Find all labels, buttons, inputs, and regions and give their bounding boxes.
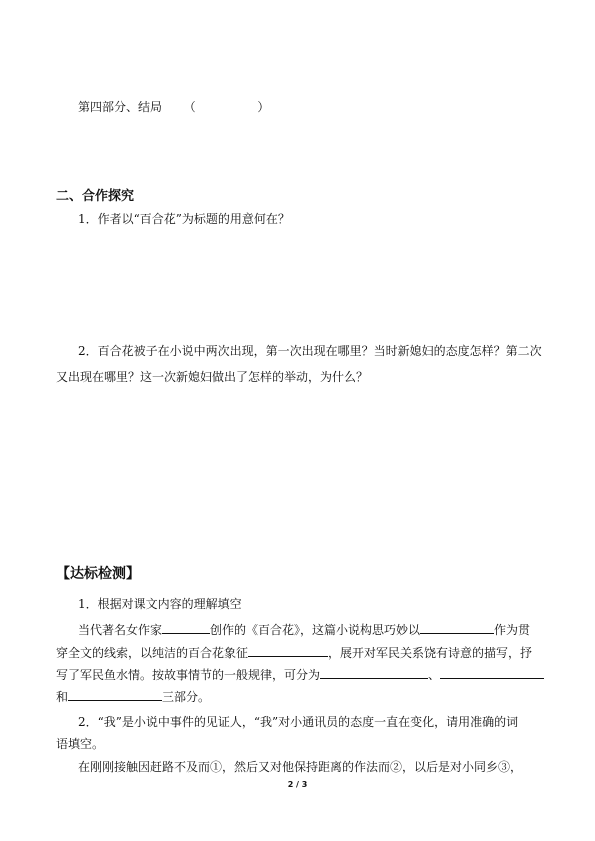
text: 和 [56,690,69,704]
text: 、 [428,668,441,682]
d1-line2 [56,645,595,661]
d2-line2: 语填空。 [56,737,105,751]
part4-label: 第四部分、结局 [78,100,163,114]
paren-close: ） [257,100,270,114]
text: 创作的《百合花》，这篇小说构思巧妙以 [210,623,421,637]
blank-part1[interactable] [320,667,428,679]
text: 穿全文的线索，以纯洁的百合花象征 [56,646,249,660]
text: 三部分。 [162,690,211,704]
text: 写了军民鱼水情。按故事情节的一般规律，可分为 [56,668,321,682]
blank-clue[interactable] [420,622,494,634]
d1-line1 [78,622,595,638]
paren-open: （ [183,100,196,114]
blank-author[interactable] [162,622,210,634]
d1-line3 [56,667,595,683]
text: 作为贯 [494,623,531,637]
dabiao-title: 【达标检测】 [56,566,140,582]
blank-part2[interactable] [440,667,544,679]
d2-line1: 2．“我”是小说中事件的见证人，“我”对小通讯员的态度一直在变化，请用准确的词 [78,715,519,729]
part4-line [78,99,595,115]
question-2-line1: 2．百合花被子在小说中两次出现，第一次出现在哪里？当时新媳妇的态度怎样？第二次 [78,344,542,358]
page-number: 2 / 3 [287,780,308,789]
text: 当代著名女作家 [78,623,163,637]
question-2-line2: 又出现在哪里？这一次新媳妇做出了怎样的举动，为什么？ [56,370,369,384]
blank-part3[interactable] [68,689,162,701]
d2-line3: 在刚刚接触因赶路不及而①，然后又对他保持距离的作法而②，以后是对小同乡③， [78,760,523,774]
question-1: 1．作者以“百合花”为标题的用意何在？ [78,212,290,226]
d1-head: 1．根据对课文内容的理解填空 [78,597,242,611]
section-title: 二、合作探究 [56,189,135,204]
text: ，展开对军民关系饶有诗意的描写，抒 [328,646,533,660]
blank-symbol[interactable] [248,645,328,657]
d1-line4 [56,689,595,705]
